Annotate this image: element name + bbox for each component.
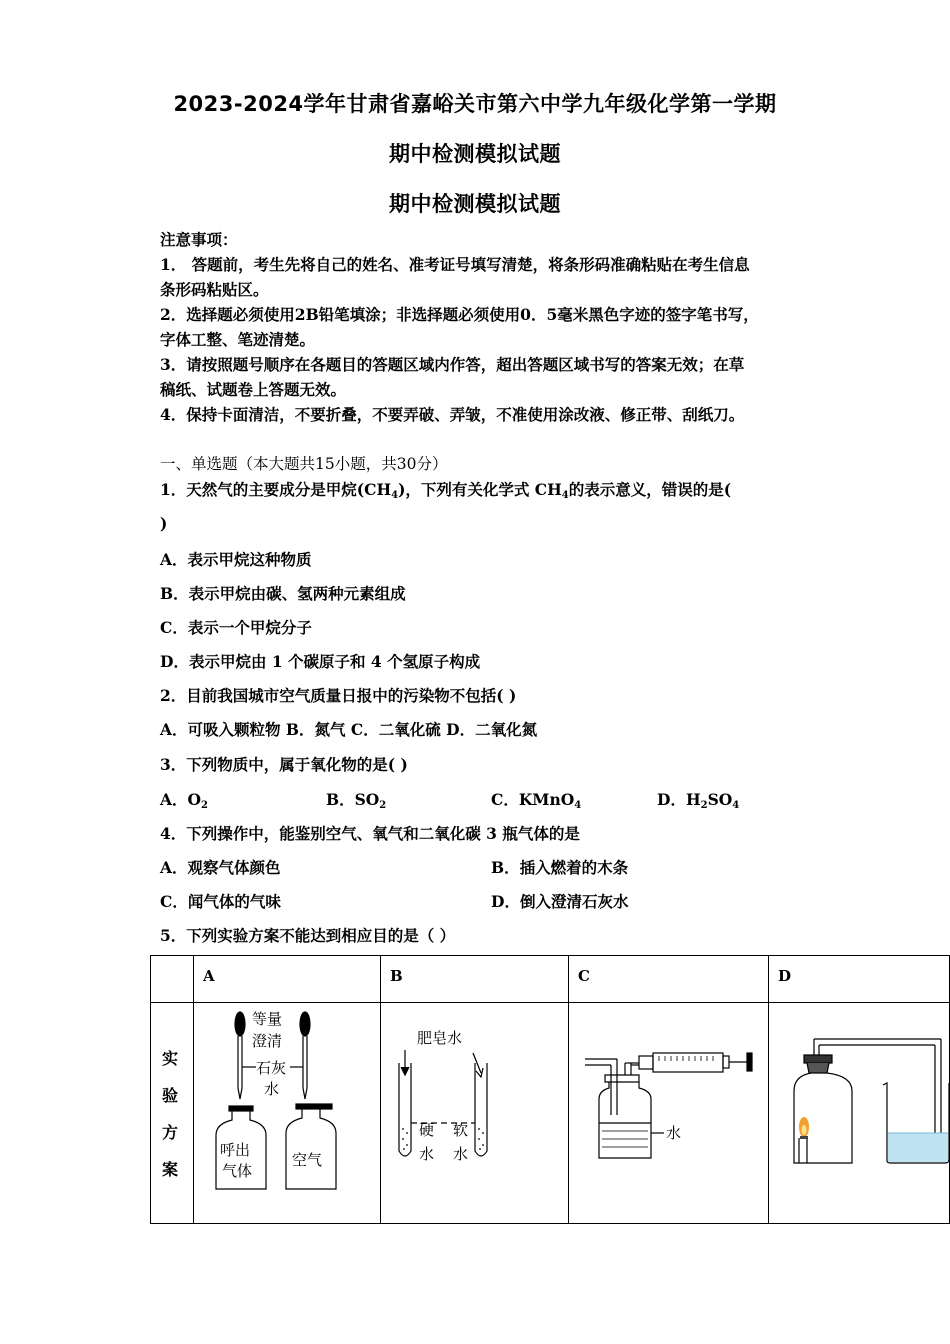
question-3-stem: 3．下列物质中，属于氧化物的是( ) xyxy=(160,755,408,774)
figure-d-candle-beaker xyxy=(769,1003,949,1223)
column-header-a: A xyxy=(203,967,215,985)
question-3-option-b: B．$SO_2$ xyxy=(326,790,387,811)
notice-line: 稿纸、试题卷上答题无效。 xyxy=(160,380,347,399)
question-4-stem: 4．下列操作中，能鉴别空气、氧气和二氧化碳 3 瓶气体的是 xyxy=(160,824,580,843)
section-heading: 一、单选题（本大题共15小题，共30分） xyxy=(160,455,448,473)
question-1-option: A．表示甲烷这种物质 xyxy=(160,550,312,569)
question-1-stem: 1．天然气的主要成分是甲烷$(CH_4)$，下列有关化学式 $CH_4$的表示意义，错误的是( xyxy=(160,480,732,501)
notice-line: 3．请按照题号顺序在各题目的答题区域内作答，超出答题区域书写的答案无效；在草 xyxy=(160,355,745,374)
question-1-option: B．表示甲烷由碳、氢两种元素组成 xyxy=(160,584,406,603)
question-4-option-b: B．插入燃着的木条 xyxy=(491,858,629,877)
svg-text:呼出: 呼出 xyxy=(220,1141,251,1159)
notice-line: 1． 答题前，考生先将自己的姓名、准考证号填写清楚，将条形码准确粘贴在考生信息 xyxy=(160,255,750,274)
page-subtitle: 期中检测模拟试题 xyxy=(389,142,561,166)
question-5-stem: 5．下列实验方案不能达到相应目的是（ ） xyxy=(160,926,456,945)
question-1-option: C．表示一个甲烷分子 xyxy=(160,618,312,637)
row-label: 实 验 方 案 xyxy=(161,1049,178,1179)
svg-text:气体: 气体 xyxy=(222,1162,253,1180)
figure-a-limewater xyxy=(194,1003,380,1223)
svg-text:石灰: 石灰 xyxy=(256,1059,287,1077)
column-header-d: D xyxy=(778,967,792,985)
question-4-option-d: D．倒入澄清石灰水 xyxy=(491,892,629,911)
question-1-stem-end: ) xyxy=(160,514,168,533)
question-2-stem: 2．目前我国城市空气质量日报中的污染物不包括( ) xyxy=(160,686,517,705)
notice-line: 条形码粘贴区。 xyxy=(160,280,269,299)
question-4-option-a: A．观察气体颜色 xyxy=(160,858,281,877)
svg-text:水: 水 xyxy=(453,1145,469,1163)
svg-text:等量: 等量 xyxy=(252,1010,283,1028)
question-3-option-a: A．$O_2$ xyxy=(160,790,208,811)
question-1-option: D．表示甲烷由 1 个碳原子和 4 个氢原子构成 xyxy=(160,652,481,671)
question-3-option-d: D．$H_2SO_4$ xyxy=(657,790,740,811)
svg-text:水: 水 xyxy=(666,1124,682,1142)
notice-line: 4．保持卡面清洁，不要折叠，不要弄破、弄皱，不准使用涂改液、修正带、刮纸刀。 xyxy=(160,405,745,424)
figure-c-gas-bottle xyxy=(569,1003,768,1223)
question-3-option-c: C．KMnO$_4$ xyxy=(491,790,582,811)
experiment-table xyxy=(150,955,950,1225)
svg-text:硬: 硬 xyxy=(419,1121,435,1139)
svg-text:空气: 空气 xyxy=(292,1151,323,1169)
question-2-options: A．可吸入颗粒物 B．氮气 C．二氧化硫 D．二氧化氮 xyxy=(160,720,538,739)
svg-text:水: 水 xyxy=(264,1080,280,1098)
svg-text:肥皂水: 肥皂水 xyxy=(417,1029,463,1047)
page-subtitle-repeat: 期中检测模拟试题 xyxy=(389,192,561,216)
page-title: 2023-2024学年甘肃省嘉峪关市第六中学九年级化学第一学期 xyxy=(173,92,777,116)
notice-line: 字体工整、笔迹清楚。 xyxy=(160,330,316,349)
column-header-b: B xyxy=(390,967,403,985)
column-header-c: C xyxy=(578,967,590,985)
svg-text:澄清: 澄清 xyxy=(252,1032,283,1050)
svg-text:软: 软 xyxy=(453,1121,469,1139)
question-4-option-c: C．闻气体的气味 xyxy=(160,892,281,911)
notice-heading: 注意事项： xyxy=(160,230,238,249)
figure-b-soap-water xyxy=(381,1003,568,1223)
svg-text:水: 水 xyxy=(419,1145,435,1163)
notice-line: 2．选择题必须使用2B铅笔填涂；非选择题必须使用0．5毫米黑色字迹的签字笔书写， xyxy=(160,305,759,324)
